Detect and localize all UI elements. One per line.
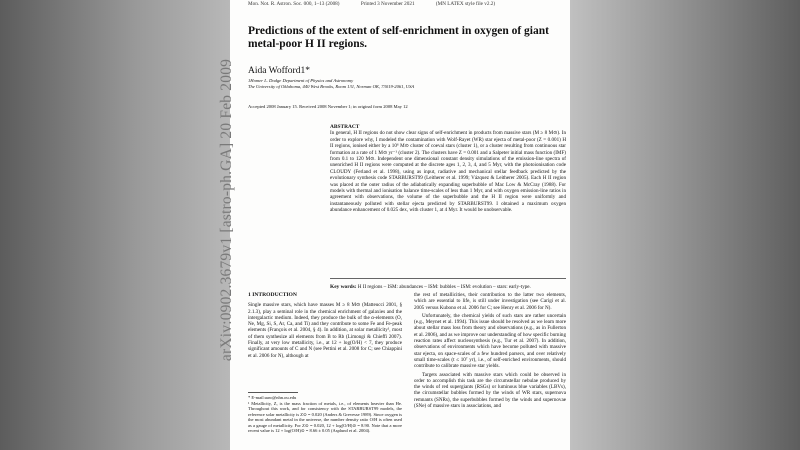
affiliation-line-2: The University of Oklahoma, 440 West Brooks, Room 131, Norman OK, 73019-2061, USA <box>248 83 415 89</box>
footnote-1: ¹ Metallicity, Z, is the mass fraction of metals, i.e., of elements heavier than He. Throughout this work, and for consistency with the STARBURST99 models, the reference solar metallicity is Z⊙ = 0.020 (Anders & Grevesse 1989). Since oxygen is the most abundant metal in the universe, the number density ratio O/H is often used as a gauge of metallicity. For Z⊙ = 0.020, 12 + log(O/H)⊙ = 8.90. Note that a more recent value is 12 + log(O/H)⊙ = 8.66 ± 0.05 (Asplund et al. 2004). <box>248 400 402 433</box>
section-heading-introduction: 1 INTRODUCTION <box>248 292 297 298</box>
paragraph-yields: Unfortunately, the chemical yields of such stars are rather uncertain (e.g., Meynet et al. 1994). This issue should be resolved as we learn more about stellar mass loss from theory and observations (e.g., as in Fullerton et al. 2006), and as we improve our understanding of how specific burning reaction rates affect nucleosynthesis (e.g., Tur et al. 2007). In addition, observations of environments which have become polluted with massive star ejecta, on space-scales of a few hundred parsecs, and over relatively small time-scales (t ≤ 10⁷ yr), i.e., of self-enriched environments, should contribute to calibrate massive star yields. <box>414 312 566 370</box>
right-column <box>414 292 566 411</box>
background-right <box>570 0 800 450</box>
author-name: Aida Wofford1* <box>248 66 310 76</box>
abstract-divider <box>330 278 566 279</box>
footnotes <box>248 392 402 434</box>
abstract <box>330 124 566 214</box>
footnote-email: * E-mail:aaw@nhn.ou.edu <box>248 395 297 400</box>
abstract-title: ABSTRACT <box>330 124 360 130</box>
keywords-label: Key words: <box>330 284 357 290</box>
paper-title: Predictions of the extent of self-enrichment in oxygen of giant metal-poor H II regions. <box>248 25 549 50</box>
style-file: (MN LATEX style file v2.2) <box>435 1 496 7</box>
running-header <box>248 1 515 7</box>
affiliation <box>248 78 414 89</box>
printed-date: Printed 3 November 2021 <box>360 1 415 7</box>
paragraph-continued: the rest of metallicities, their contribution to the latter two elements, which are essential to life, is still under investigation (see Carigi et al. 2005 versus Kubono et al. 2006 for C; see Henry et al. 2006 for N). <box>414 292 566 311</box>
footnote-rule <box>248 392 298 393</box>
background-left <box>0 0 230 450</box>
paragraph-targets: Targets associated with massive stars which could be observed in order to accomplish this task are the circumstellar nebulae produced by the winds of red supergiants (RSGs) or luminous blue variables (LBVs), the circumstellar bubbles formed by the winds of WR stars, supernova remnants (SNRs), the superbubbles formed by the winds and supernovae (SNe) of massive stars in associations, and <box>414 371 566 410</box>
left-column <box>248 292 402 359</box>
keywords-text: H II regions – ISM: abundances – ISM: bubbles – ISM: evolution – stars: early-type. <box>357 284 531 290</box>
arxiv-stamp <box>212 60 242 360</box>
accepted-dates: Accepted 2008 January 15. Received 2008 November 1; in original form 2008 May 12 <box>248 104 408 109</box>
arxiv-id: arXiv:0902.3679v1 [astro-ph.GA] 20 Feb 2009 <box>218 58 235 362</box>
keywords <box>330 284 566 290</box>
journal-ref: Mon. Not. R. Astron. Soc. 000, 1–13 (2008) <box>248 1 340 7</box>
affiliation-line-1: 1Homer L. Dodge Department of Physics and Astronomy <box>248 78 354 83</box>
abstract-text: In general, H II regions do not show clear signs of self-enrichment in products from massive stars (M ≥ 8 M⊙). In order to explore why, I modeled the contamination with Wolf-Rayet (WR) star ejecta of metal-poor (Z = 0.001) H II regions, ionised either by a 10⁶ M⊙ cluster of coeval stars (cluster 1), or a cluster resulting from continuous star formation at a rate of 1 M⊙ yr⁻¹ (cluster 2). The clusters have Z = 0.001 and a Salpeter initial mass function (IMF) from 0.1 to 120 M⊙. Independent one dimensional constant density simulations of the emission-line spectra of unenriched H II regions were computed at the discrete ages 1, 2, 3, 4, and 5 Myr, with the photoionisation code CLOUDY (Ferland et al. 1998), using as input, radiative and mechanical stellar feedback predicted by the evolutionary synthesis code STARBURST99 (Leitherer et al. 1999; Vázquez & Leitherer 2005). Each H II region was placed at the outer radius of the adiabatically expanding superbubble of Mac Low & McCray (1988). For models with thermal and ionisation balance time-scales of less than 1 Myr, and with oxygen emission-line ratios in agreement with observations, the volume of the superbubble and the H II region were uniformly and instantaneously polluted with stellar ejecta predicted by STARBURST99. I obtained a maximum oxygen abundance enhancement of 0.025 dex, with cluster 1, at 4 Myr. It would be unobservable. <box>330 130 566 214</box>
intro-paragraph: Single massive stars, which have masses M ≥ 8 M⊙ (Matteucci 2001, § 2.1.3), play a seminal role in the chemical enrichment of galaxies and the intergalactic medium. Indeed, they produce the bulk of the α-elements (O, Ne, Mg, Si, S, Ar, Ca, and Ti) and they contribute to some Fe and Fe-peak elements (François et al. 2004, § 4). In addition, at solar metallicity¹, most of them synthesize all elements from B to Rb (Limongi & Chieffi 2007). Finally, at very low metallicity, i.e., at 12 + log(O/H) < 7, they produce significant amounts of C and N (see Pettini et al. 2008 for C; see Chiappini et al. 2006 for N), although at <box>248 302 402 359</box>
paper-page <box>230 0 570 450</box>
